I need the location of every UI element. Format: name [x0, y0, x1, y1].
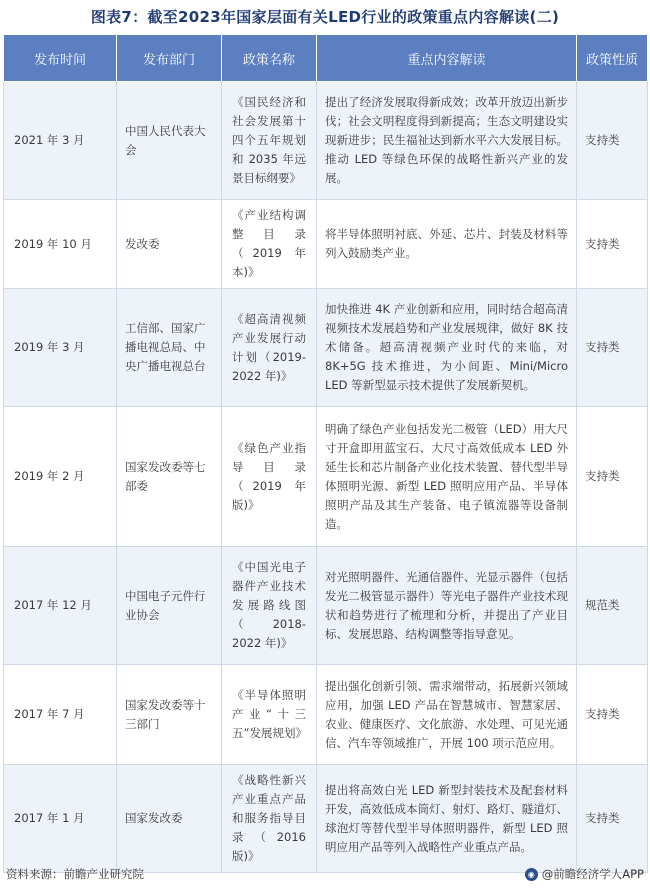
- cell-nature: 支持类: [577, 82, 648, 200]
- cell-dept: 国家发改委等七部委: [117, 407, 222, 547]
- header-nature: 政策性质: [577, 35, 648, 82]
- cell-nature: 支持类: [577, 765, 648, 873]
- cell-nature: 支持类: [577, 200, 648, 289]
- qianzhan-logo-icon: ◉: [525, 868, 538, 881]
- cell-name: 《中国光电子器件产业技术发展路线图（2018-2022 年)》: [222, 547, 317, 665]
- header-time: 发布时间: [4, 35, 117, 82]
- cell-dept: 工信部、国家广播电视总局、中央广播电视总台: [117, 289, 222, 407]
- cell-content: 提出强化创新引领、需求端带动，拓展新兴领域应用，加强 LED 产品在智慧城市、智慧家居、农业、健康医疗、文化旅游、水处理、可见光通信、汽车等领域推广，开展 100 项示范应用。: [317, 665, 577, 765]
- cell-dept: 中国电子元件行业协会: [117, 547, 222, 665]
- cell-time: 2017 年 12 月: [4, 547, 117, 665]
- header-dept: 发布部门: [117, 35, 222, 82]
- chart-title: 图表7：截至2023年国家层面有关LED行业的政策重点内容解读(二): [90, 8, 560, 26]
- cell-dept: 国家发改委: [117, 765, 222, 873]
- cell-nature: 支持类: [577, 289, 648, 407]
- cell-nature: 规范类: [577, 547, 648, 665]
- header-name: 政策名称: [222, 35, 317, 82]
- cell-content: 提出了经济发展取得新成效；改革开放迈出新步伐；社会文明程度得到新提高；生态文明建设实现新进步；民生福祉达到新水平六大发展目标。推动 LED 等绿色环保的战略性新兴产业的发展。: [317, 82, 577, 200]
- cell-content: 将半导体照明衬底、外延、芯片、封装及材料等列入鼓励类产业。: [317, 200, 577, 289]
- cell-time: 2019 年 10 月: [4, 200, 117, 289]
- table-row: [4, 82, 648, 200]
- cell-name: 《超高清视频产业发展行动计划（2019-2022 年)》: [222, 289, 317, 407]
- cell-nature: 支持类: [577, 407, 648, 547]
- table-header-row: [4, 35, 648, 82]
- cell-time: 2017 年 1 月: [4, 765, 117, 873]
- cell-nature: 支持类: [577, 665, 648, 765]
- table-row: [4, 407, 648, 547]
- cell-dept: 发改委: [117, 200, 222, 289]
- cell-content: 加快推进 4K 产业创新和应用，同时结合超高清视频技术发展趋势和产业发展规律，做好 8K 技术储备。超高清视频产业时代的来临，对 8K+5G 技术推进，为小间距、Mini/Micro LED 等新型显示技术提供了发展新契机。: [317, 289, 577, 407]
- table-row: [4, 665, 648, 765]
- policy-table: [3, 34, 648, 873]
- cell-time: 2019 年 3 月: [4, 289, 117, 407]
- source-note: 资料来源：前瞻产业研究院: [6, 867, 144, 881]
- table-row: [4, 547, 648, 665]
- app-credit-label: @前瞻经济学人APP: [541, 867, 644, 881]
- cell-dept: 国家发改委等十三部门: [117, 665, 222, 765]
- table-row: [4, 200, 648, 289]
- table-row: [4, 289, 648, 407]
- cell-time: 2017 年 7 月: [4, 665, 117, 765]
- cell-name: 《国民经济和社会发展第十四个五年规划和 2035 年远景目标纲要》: [222, 82, 317, 200]
- cell-name: 《绿色产业指导目录（2019 年版)》: [222, 407, 317, 547]
- header-content: 重点内容解读: [317, 35, 577, 82]
- cell-content: 对光照明器件、光通信器件、光显示器件（包括发光二极管显示器件）等光电子器件产业技术现状和趋势进行了梳理和分析，并提出了产业目标、发展思路、结构调整等指导意见。: [317, 547, 577, 665]
- table-row: [4, 765, 648, 873]
- cell-time: 2019 年 2 月: [4, 407, 117, 547]
- cell-content: 明确了绿色产业包括发光二极管（LED）用大尺寸开盒即用蓝宝石、大尺寸高效低成本 LED 外延生长和芯片制备产业化技术装置、替代型半导体照明光源、新型 LED 照明应用产品、半导体照明产品及其生产装备、电子镇流器等设备制造。: [317, 407, 577, 547]
- cell-time: 2021 年 3 月: [4, 82, 117, 200]
- footer: [0, 866, 650, 886]
- app-credit: [525, 866, 644, 882]
- cell-name: 《产业结构调整目录（2019 年本)》: [222, 200, 317, 289]
- cell-name: 《战略性新兴产业重点产品和服务指导目录（2016 版)》: [222, 765, 317, 873]
- cell-content: 提出将高效白光 LED 新型封装技术及配套材料开发，高效低成本筒灯、射灯、路灯、隧道灯、球泡灯等替代型半导体照明器件，新型 LED 照明应用产品等列入战略性产业重点产品。: [317, 765, 577, 873]
- cell-dept: 中国人民代表大会: [117, 82, 222, 200]
- cell-name: 《半导体照明产业“十三五”发展规划》: [222, 665, 317, 765]
